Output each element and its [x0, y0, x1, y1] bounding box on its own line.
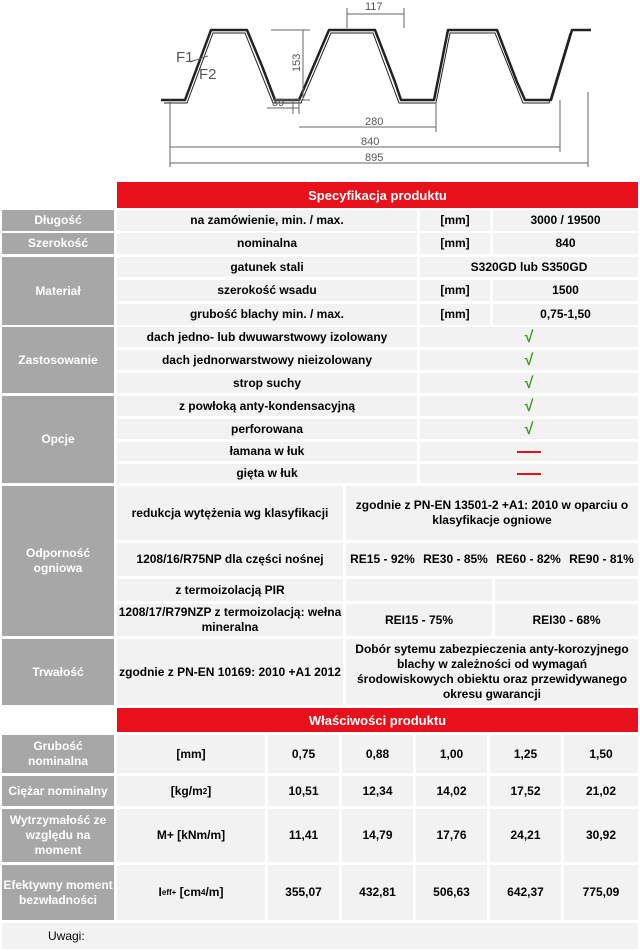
szerokosc-desc: nominalna — [117, 233, 417, 254]
ciezar-value-0: 10,51 — [268, 776, 339, 806]
grubosc-value-2: 1,00 — [416, 735, 487, 773]
material-value-2: 0,75-1,50 — [493, 304, 638, 325]
dlugosc-desc: na zamówienie, min. / max. — [117, 210, 417, 231]
wytrzymalosc-value-3: 24,21 — [490, 809, 561, 862]
opcje-desc-2: łamana w łuk — [117, 442, 417, 461]
zastosowanie-desc-0: dach jedno- lub dwuwarstwowy izolowany — [117, 327, 417, 347]
ogniowa-desc-4: 1208/17/R79NZP z termoizolacją: wełna mineralna — [118, 605, 342, 634]
label-f1: F1 — [176, 49, 194, 66]
opcje-check-0: √ — [420, 396, 638, 416]
row-label-dlugosc: Długość — [2, 210, 114, 231]
dash-icon — [517, 473, 541, 475]
ciezar-unit-end: ] — [207, 783, 212, 798]
ogniowa-value-1: zgodnie z PN-EN 13501-2 +A1: 2010 w oparciu o klasyfikacje ogniowe — [346, 486, 638, 540]
moment-value-4: 775,09 — [564, 865, 638, 920]
dim-117: 117 — [365, 1, 383, 13]
ciezar-unit-sup: 2 — [202, 786, 208, 796]
szerokosc-unit: [mm] — [420, 233, 490, 254]
dim-153: 153 — [291, 53, 303, 72]
zastosowanie-desc-2: strop suchy — [117, 373, 417, 393]
moment-value-2: 506,63 — [416, 865, 487, 920]
ogniowa-desc-1: redukcja wytężenia wg klasyfikacji — [117, 486, 343, 540]
grubosc-value-3: 1,25 — [490, 735, 561, 773]
moment-unit-sub: eff — [161, 888, 172, 897]
moment-unit-sup2: 4 — [201, 888, 206, 897]
moment-unit-sup1: + — [171, 888, 177, 897]
moment-value-0: 355,07 — [268, 865, 339, 920]
row-label-moment: Efektywny moment bezwładności — [2, 865, 114, 920]
wytrzymalosc-value-0: 11,41 — [268, 809, 339, 862]
label-f2: F2 — [199, 66, 217, 83]
moment-value-3: 642,37 — [490, 865, 561, 920]
wytrzymalosc-value-1: 14,79 — [342, 809, 413, 862]
row-label-wytrzymalosc: Wytrzymałość ze względu na moment — [2, 809, 114, 862]
ciezar-value-1: 12,34 — [342, 776, 413, 806]
ogniowa-re15: RE15 - 92% — [346, 543, 419, 576]
wytrzymalosc-unit: M+ [kNm/m] — [117, 809, 265, 862]
ogniowa-re30: RE30 - 85% — [419, 543, 492, 576]
zastosowanie-check-0: √ — [420, 327, 638, 347]
moment-unit-i: I — [158, 885, 162, 899]
dash-icon — [517, 451, 541, 453]
wytrzymalosc-value-2: 17,76 — [416, 809, 487, 862]
material-desc-2: grubość blachy min. / max. — [117, 304, 417, 325]
ogniowa-rei15: REI15 - 75% — [346, 604, 492, 636]
props-title: Właściwości produktu — [117, 708, 638, 732]
moment-unit-end: /m] — [205, 885, 224, 899]
opcje-check-1: √ — [420, 419, 638, 439]
grubosc-value-4: 1,50 — [564, 735, 638, 773]
zastosowanie-check-1: √ — [420, 350, 638, 370]
row-label-grubosc: Grubość nominalna — [2, 735, 114, 773]
ogniowa-re90: RE90 - 81% — [565, 543, 638, 576]
zastosowanie-desc-1: dach jednorwarstwowy nieizolowany — [117, 350, 417, 370]
sheet-profile-inner — [164, 33, 570, 103]
row-label-ciezar: Ciężar nominalny — [2, 776, 114, 806]
ciezar-unit — [117, 776, 265, 806]
grubosc-value-1: 0,88 — [342, 735, 413, 773]
ogniowa-desc-2: 1208/16/R75NP dla części nośnej — [117, 543, 343, 576]
szerokosc-value: 840 — [493, 233, 638, 254]
ogniowa-rei30: REI30 - 68% — [495, 604, 638, 636]
row-label-szerokosc: Szerokość — [2, 233, 114, 254]
ogniowa-empty-3b — [495, 579, 638, 601]
ciezar-unit-base: [kg/m — [170, 783, 203, 798]
ogniowa-re60: RE60 - 82% — [492, 543, 565, 576]
grubosc-value-0: 0,75 — [268, 735, 339, 773]
material-value-0: S320GD lub S350GD — [420, 257, 638, 277]
material-unit-1: [mm] — [420, 280, 490, 301]
row-label-trwalosc: Trwałość — [2, 639, 114, 705]
dim-840: 840 — [361, 136, 380, 148]
ogniowa-desc-3: z termoizolacją PIR — [117, 579, 343, 601]
ogniowa-empty-3a — [346, 579, 492, 601]
ciezar-value-3: 17,52 — [490, 776, 561, 806]
notes-row — [2, 923, 638, 949]
trwalosc-desc: zgodnie z PN-EN 10169: 2010 +A1 2012 — [117, 639, 343, 705]
spec-title: Specyfikacja produktu — [117, 182, 638, 208]
wytrzymalosc-value-4: 30,92 — [564, 809, 638, 862]
ciezar-value-2: 14,02 — [416, 776, 487, 806]
row-label-opcje: Opcje — [2, 396, 114, 483]
dlugosc-unit: [mm] — [420, 210, 490, 231]
material-value-1: 1500 — [493, 280, 638, 301]
dim-895: 895 — [365, 152, 384, 164]
row-label-odpornosc-ogniowa: Odporność ogniowa — [2, 486, 114, 636]
dim-39: 39 — [272, 97, 285, 109]
dim-280: 280 — [365, 116, 384, 128]
opcje-desc-1: perforowana — [117, 419, 417, 439]
row-label-material: Materiał — [2, 257, 114, 325]
trwalosc-value: Dobór sytemu zabezpieczenia anty-korozyjnego blachy w zależności od wymagań środowiskowych obiektu oraz przewidywanego okresu gwarancji — [346, 639, 638, 705]
ciezar-value-4: 21,02 — [564, 776, 638, 806]
row-label-zastosowanie: Zastosowanie — [2, 327, 114, 393]
dlugosc-value: 3000 / 19500 — [493, 210, 638, 231]
zastosowanie-check-2: √ — [420, 373, 638, 393]
moment-value-1: 432,81 — [342, 865, 413, 920]
notes-label: Uwagi: — [48, 928, 85, 943]
opcje-not-available-2 — [420, 442, 638, 461]
opcje-not-available-3 — [420, 464, 638, 483]
material-desc-0: gatunek stali — [117, 257, 417, 277]
moment-unit-mid: [cm — [176, 885, 202, 899]
grubosc-unit: [mm] — [117, 735, 265, 773]
profile-cross-section-drawing — [0, 0, 640, 178]
opcje-desc-3: gięta w łuk — [117, 464, 417, 483]
moment-unit — [117, 865, 265, 920]
material-desc-1: szerokość wsadu — [117, 280, 417, 301]
opcje-desc-0: z powłoką anty-kondensacyjną — [117, 396, 417, 416]
material-unit-2: [mm] — [420, 304, 490, 325]
